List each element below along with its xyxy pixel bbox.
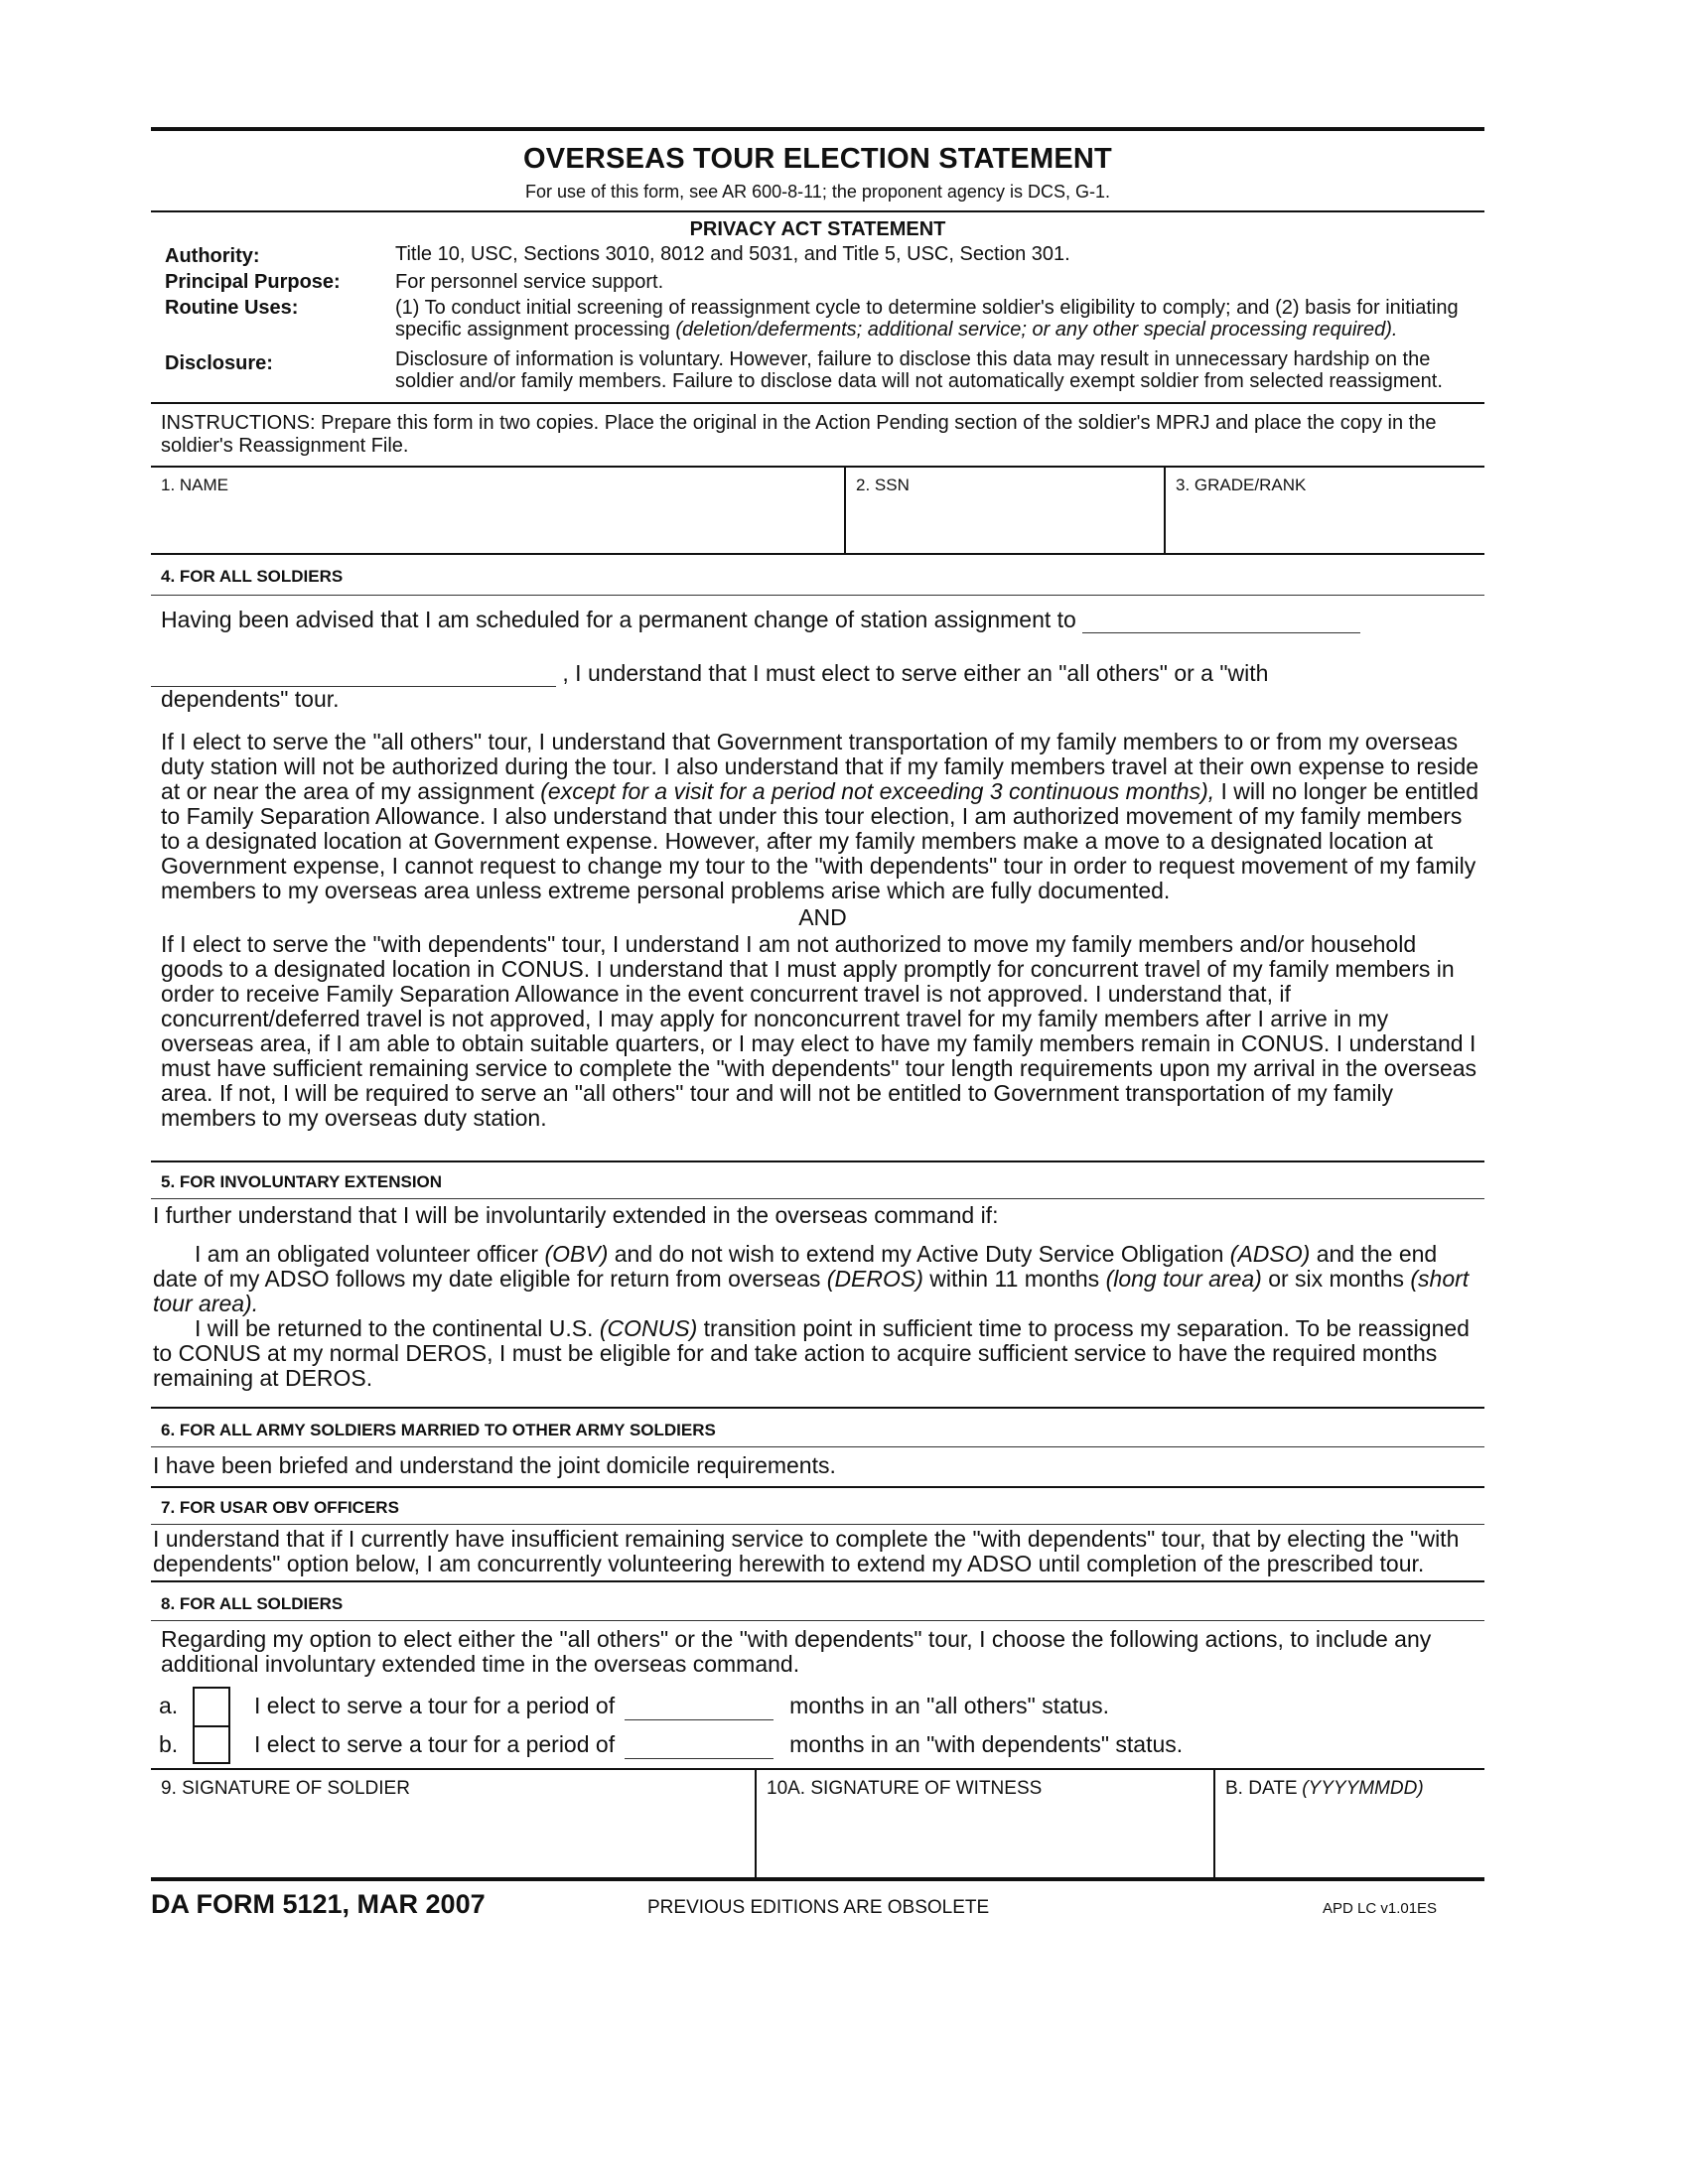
s5-a6: (DEROS) bbox=[826, 1266, 923, 1292]
section5-thin-rule bbox=[151, 1198, 1484, 1199]
s5-a3: and do not wish to extend my Active Duty Service Obligation bbox=[614, 1241, 1224, 1267]
section6-label: 6. FOR ALL ARMY SOLDIERS MARRIED TO OTHER ARMY SOLDIERS bbox=[161, 1421, 716, 1439]
name-label: 1. NAME bbox=[161, 476, 229, 494]
footer bbox=[151, 1889, 1484, 1920]
section6-text: I have been briefed and understand the joint domicile requirements. bbox=[153, 1452, 836, 1478]
section4-line2-row bbox=[151, 661, 1484, 687]
section8-label: 8. FOR ALL SOLDIERS bbox=[161, 1594, 344, 1613]
option-b-row bbox=[151, 1725, 1484, 1764]
purpose-text: For personnel service support. bbox=[395, 271, 664, 293]
signature-row bbox=[151, 1768, 1484, 1881]
s5-a4: (ADSO) bbox=[1229, 1241, 1311, 1267]
section4-line1-row bbox=[151, 608, 1484, 633]
form bbox=[151, 127, 1484, 1920]
routine-text: (1) To conduct initial screening of reassignment cycle to determine soldier's eligibility to comply; and (2) basis for initiating specific assignment processing bbox=[395, 297, 1459, 341]
option-a-months-input[interactable] bbox=[625, 1693, 774, 1720]
name-field[interactable] bbox=[151, 468, 844, 553]
section8-text: Regarding my option to elect either the "all others" or the "with dependents" tour, I choose the following actions, to include any additional involuntary extended time in the overseas command. bbox=[161, 1626, 1432, 1677]
purpose-label: Principal Purpose: bbox=[165, 271, 341, 293]
section4-p1-b: I will no longer be entitled to Family Separation Allowance. I also understand that under this tour election, I am authorized movement of my family members to a designated location at Government expense. However, after my family members make a move to a designated location at Government expense, I cannot request to change my tour to the "with dependents" tour in order to request movement of my family members to my overseas area unless extreme personal problems arise which are fully documented. bbox=[161, 778, 1479, 903]
soldier-signature-label: 9. SIGNATURE OF SOLDIER bbox=[161, 1778, 410, 1799]
and-separator: AND bbox=[798, 904, 847, 930]
option-b-post: months in an "with dependents" status. bbox=[789, 1731, 1184, 1757]
option-a-checkbox[interactable] bbox=[193, 1687, 230, 1725]
privacy-block bbox=[151, 243, 1484, 392]
section4-line3: dependents" tour. bbox=[161, 686, 340, 712]
option-b-pre: I elect to serve a tour for a period of bbox=[254, 1731, 616, 1757]
disclosure-label: Disclosure: bbox=[165, 352, 273, 374]
date-label: B. DATE bbox=[1225, 1778, 1298, 1799]
form-id: DA FORM 5121, MAR 2007 bbox=[151, 1889, 486, 1919]
s5-a10: (short tour area). bbox=[153, 1266, 1470, 1316]
authority-text: Title 10, USC, Sections 3010, 8012 and 5031, and Title 5, USC, Section 301. bbox=[395, 243, 1070, 265]
s5-a2: (OBV) bbox=[544, 1241, 609, 1267]
disclosure-text: Disclosure of information is voluntary. However, failure to disclose this data may result in unnecessary hardship on the soldier and/or family members. Failure to disclose data will not automatically exempt soldier from selected reassigment. bbox=[395, 348, 1443, 392]
election-options bbox=[151, 1687, 1484, 1764]
date-format: (YYYYMMDD) bbox=[1302, 1778, 1424, 1799]
section4-label: 4. FOR ALL SOLDIERS bbox=[161, 567, 344, 586]
option-a-row bbox=[151, 1687, 1484, 1725]
assignment-location-blank-2[interactable] bbox=[151, 661, 556, 687]
version-note: APD LC v1.01ES bbox=[1323, 1900, 1438, 1917]
date-field[interactable] bbox=[1213, 1770, 1484, 1877]
section4-line2: , I understand that I must elect to serve either an "all others" or a "with bbox=[562, 660, 1269, 686]
section7-text: I understand that if I currently have insufficient remaining service to complete the "with dependents" tour, that by electing the "with dependents" option below, I am concurrently volunteering herewith to extend my ADSO until completion of the prescribed tour. bbox=[153, 1526, 1460, 1576]
privacy-rule bbox=[151, 210, 1484, 212]
form-subtitle: For use of this form, see AR 600-8-11; the proponent agency is DCS, G-1. bbox=[525, 182, 1110, 202]
section5-item-b bbox=[151, 1316, 1484, 1391]
witness-signature-label: 10A. SIGNATURE OF WITNESS bbox=[767, 1778, 1043, 1799]
section4-rule bbox=[151, 595, 1484, 596]
option-a-letter: a. bbox=[159, 1693, 179, 1718]
s5-a7: within 11 months bbox=[929, 1266, 1100, 1292]
section4-p1-italic: (except for a visit for a period not exceeding 3 continuous months), bbox=[540, 778, 1215, 804]
witness-signature-field[interactable] bbox=[755, 1770, 1213, 1877]
routine-text-block bbox=[395, 297, 1484, 341]
option-a-post: months in an "all others" status. bbox=[789, 1693, 1109, 1718]
ssn-field[interactable] bbox=[844, 468, 1164, 553]
s5-a8: (long tour area) bbox=[1105, 1266, 1262, 1292]
s5-b1: I will be returned to the continental U.S. bbox=[195, 1315, 594, 1341]
routine-italic: (deletion/deferments; additional service; or any other special processing required). bbox=[675, 319, 1398, 341]
grade-label: 3. GRADE/RANK bbox=[1176, 476, 1307, 494]
routine-label: Routine Uses: bbox=[165, 297, 299, 319]
option-b-months-input[interactable] bbox=[625, 1731, 774, 1759]
obsolete-note: PREVIOUS EDITIONS ARE OBSOLETE bbox=[647, 1897, 990, 1918]
s5-a9: or six months bbox=[1268, 1266, 1404, 1292]
option-b-letter: b. bbox=[159, 1731, 179, 1757]
section4-with-dependents-paragraph: If I elect to serve the "with dependents" tour, I understand I am not authorized to move my family members and/or household goods to a designated location in CONUS. I understand that I must apply promptly for concurrent travel of my family members in order to receive Family Separation Allowance in the event concurrent travel is not approved. I understand that, if concurrent/deferred travel is not approved, I may apply for nonconcurrent travel for my family members after I arrive in my overseas area, if I am able to obtain suitable quarters, or I may elect to have my family members remain in CONUS. I understand I must have sufficient remaining service to complete the "with dependents" tour length requirements upon my arrival in the overseas area. If not, I will be required to serve an "all others" tour and will not be entitled to Government transportation of my family members to my overseas duty station. bbox=[161, 931, 1477, 1131]
grade-field[interactable] bbox=[1164, 468, 1484, 553]
top-rule bbox=[151, 127, 1484, 131]
s5-b2: (CONUS) bbox=[599, 1315, 698, 1341]
section7-label: 7. FOR USAR OBV OFFICERS bbox=[161, 1498, 399, 1517]
option-b-checkbox[interactable] bbox=[193, 1725, 230, 1764]
assignment-location-blank[interactable] bbox=[1082, 608, 1360, 633]
section4-all-others-paragraph bbox=[151, 730, 1484, 903]
section5-intro: I further understand that I will be involuntarily extended in the overseas command if: bbox=[153, 1202, 999, 1228]
ssn-label: 2. SSN bbox=[856, 476, 910, 494]
section4-p1-a: If I elect to serve the "all others" tour, I understand that Government transportation of my family members to or from my overseas duty station will not be authorized during the tour. I also understand that if my family members travel at their own expense to reside at or near the area of my assignment bbox=[161, 729, 1479, 804]
privacy-heading: PRIVACY ACT STATEMENT bbox=[689, 218, 946, 240]
form-title: OVERSEAS TOUR ELECTION STATEMENT bbox=[523, 143, 1112, 175]
soldier-signature-field[interactable] bbox=[151, 1770, 755, 1877]
s5-a1: I am an obligated volunteer officer bbox=[195, 1241, 539, 1267]
section4-line1: Having been advised that I am scheduled for a permanent change of station assignment to bbox=[161, 607, 1076, 632]
authority-label: Authority: bbox=[165, 245, 260, 267]
section5-item-a bbox=[151, 1242, 1484, 1316]
instructions: INSTRUCTIONS: Prepare this form in two copies. Place the original in the Action Pending section of the soldier's MPRJ and place the copy in the soldier's Reassignment File. bbox=[161, 412, 1437, 457]
s5-b3: transition point in sufficient time to process my separation. To be reassigned to CONUS at my normal DEROS, I must be eligible for and take action to acquire sufficient service to have the required months remaining at DEROS. bbox=[153, 1315, 1470, 1391]
identity-fields-row bbox=[151, 466, 1484, 555]
section5-label: 5. FOR INVOLUNTARY EXTENSION bbox=[161, 1172, 443, 1191]
option-a-pre: I elect to serve a tour for a period of bbox=[254, 1693, 616, 1718]
s5-a5: and the end date of my ADSO follows my date eligible for return from overseas bbox=[153, 1241, 1438, 1292]
